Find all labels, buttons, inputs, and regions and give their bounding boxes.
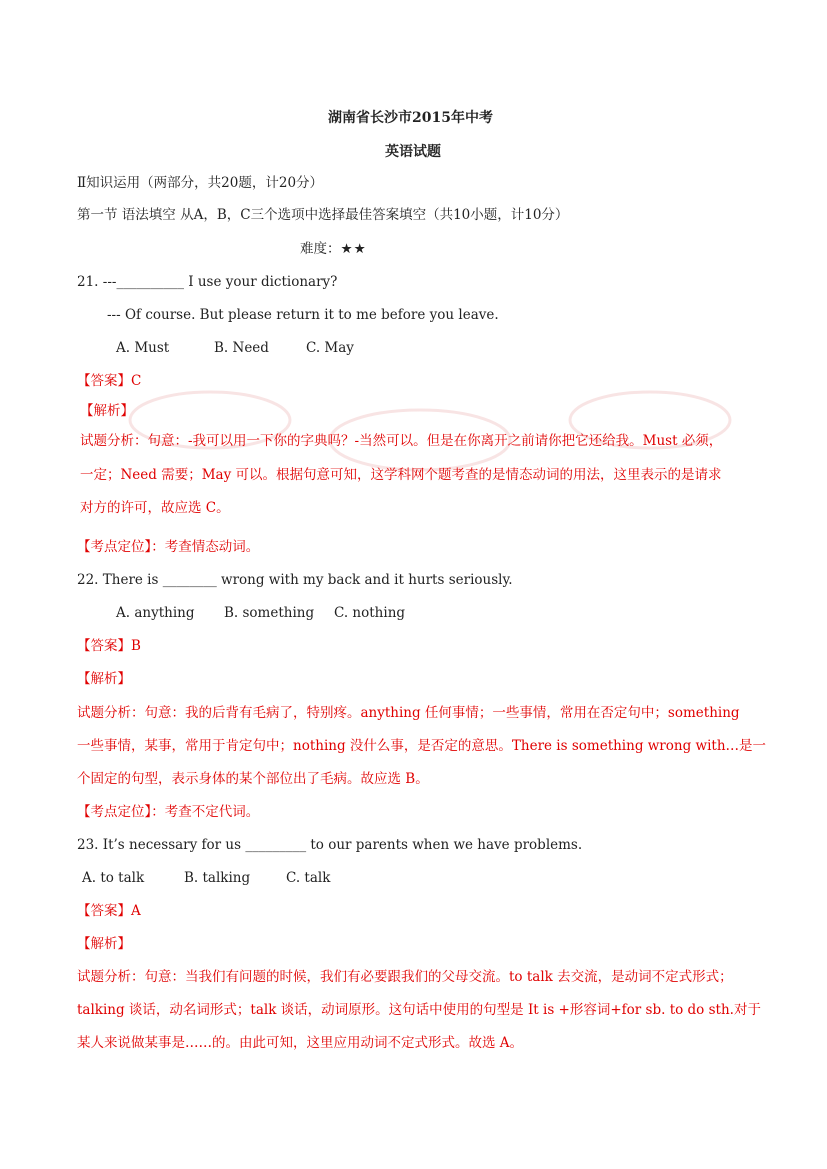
answer-line [77,372,141,390]
difficulty-rating [300,240,367,258]
point-value: 考查不定代词。 [164,804,260,820]
analysis-line: 试题分析：句意：-我可以用一下你的字典吗？-当然可以。但是在你离开之前请你把它还给我。Must 必须， [80,433,723,449]
difficulty-label: 难度： [300,241,341,257]
page-subtitle: 英语试题 [385,144,441,160]
point-value: 考查情态动词。 [164,539,260,555]
analysis-line: 某人来说做某事是……的。由此可知，这里应用动词不定式形式。故选 A。 [77,1035,524,1051]
analysis-label: 【解析】 [77,936,131,952]
answer-label: 【答案】 [77,903,131,919]
section-part-heading: Ⅱ知识运用（两部分，共20题，计20分） [77,175,324,191]
answer-line [77,902,141,920]
difficulty-stars-icon: ★★ [340,241,367,257]
answer-label: 【答案】 [77,373,131,389]
point-label: 【考点定位】： [77,804,165,820]
answer-value: B [131,638,141,654]
question-stem: 21. ---__________ I use your dictionary? [77,274,338,290]
option-c: C. nothing [334,605,406,621]
analysis-line: 试题分析：句意：我的后背有毛病了，特别疼。anything 任何事情；一些事情，常用在否定句中；something [77,705,740,721]
point-line [77,803,259,821]
option-b: B. talking [184,870,251,886]
analysis-line: 一定；Need 需要；May 可以。根据句意可知，这学科网个题考查的是情态动词的用法，这里表示的是请求 [80,467,722,483]
option-b: B. something [224,605,315,621]
answer-value: A [131,903,141,919]
page-title: 湖南省长沙市2015年中考 [328,110,493,126]
analysis-label: 【解析】 [80,403,134,419]
answer-line [77,637,141,655]
analysis-line: 试题分析：句意：当我们有问题的时候，我们有必要跟我们的父母交流。to talk 去交流，是动词不定式形式； [77,969,733,985]
option-a: A. anything [116,605,195,621]
question-stem-reply: --- Of course. But please return it to me before you leave. [107,307,499,323]
point-label: 【考点定位】： [77,539,165,555]
analysis-label: 【解析】 [77,671,131,687]
analysis-line: 对方的许可，故应选 C。 [80,500,230,516]
section-intro: 第一节 语法填空 从A，B，C三个选项中选择最佳答案填空（共10小题，计10分） [77,207,569,223]
question-stem: 23. It’s necessary for us _________ to our parents when we have problems. [77,837,583,853]
option-c: C. talk [286,870,331,886]
question-stem: 22. There is ________ wrong with my back and it hurts seriously. [77,572,513,588]
option-a: A. to talk [82,870,145,886]
analysis-line: 个固定的句型，表示身体的某个部位出了毛病。故应选 B。 [77,771,429,787]
answer-value: C [131,373,142,389]
answer-label: 【答案】 [77,638,131,654]
option-a: A. Must [116,340,170,356]
analysis-line: talking 谈话，动名词形式；talk 谈话，动词原形。这句话中使用的句型是 It is +形容词+for sb. to do sth.对于 [77,1002,761,1018]
point-line [77,538,259,556]
option-c: C. May [306,340,354,356]
option-b: B. Need [214,340,269,356]
analysis-line: 一些事情，某事，常用于肯定句中；nothing 没什么事，是否定的意思。There is something wrong with…是一 [77,738,767,754]
